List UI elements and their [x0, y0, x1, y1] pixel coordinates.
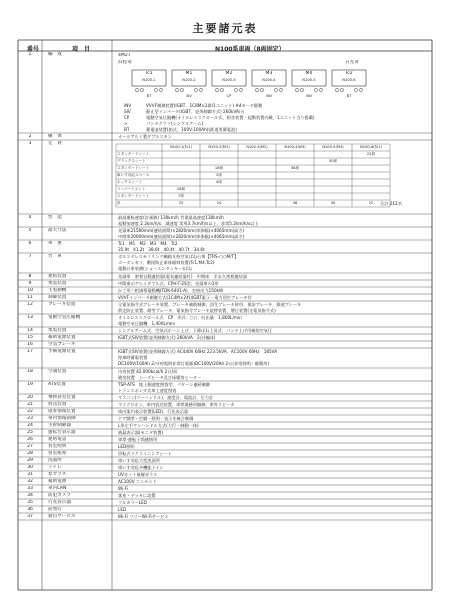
row-item: 運転台表示器 — [48, 430, 76, 435]
row-value: LED照明 — [118, 444, 135, 449]
legend-desc: 電動空気圧縮機(オイルレススクロール式、防音装置・起動装置内蔵、1ユニット当り搭載) — [146, 115, 315, 120]
car-number: N100-3 — [222, 78, 236, 82]
row-number: 19 — [27, 382, 33, 387]
row-value: 回転式リクライニングシート — [118, 451, 172, 456]
row-value: 車いす対応多機能トイレ — [118, 465, 164, 470]
row-number: 1 — [28, 52, 32, 57]
legend-code: CP — [124, 115, 130, 120]
capacity-cell: 2席 — [216, 173, 222, 177]
legend-code: INV — [124, 103, 132, 108]
wheel-icon — [234, 88, 237, 91]
row-number: 26 — [27, 437, 33, 442]
formation-dir-left: 浜松寄 — [118, 60, 132, 65]
car-equipment: INV — [305, 94, 313, 98]
capacity-cell: スタンダードシート — [117, 166, 150, 170]
capacity-header-cell: N100-1(Tc1) — [170, 145, 192, 149]
wheel-icon — [340, 88, 343, 91]
row-number: 22 — [27, 409, 33, 414]
row-number: 14 — [27, 328, 33, 333]
header-spec: N100系車両（8両固定） — [215, 46, 285, 53]
wheel-icon — [335, 88, 338, 91]
car-equipment: BT — [146, 94, 152, 98]
car-equipment: CP — [226, 94, 232, 98]
wheel-icon — [159, 88, 162, 91]
row-value: L形左手ワンハンドル方式(力行・制動一体) — [118, 423, 199, 428]
row-number: 17 — [27, 349, 33, 354]
wheel-icon — [300, 88, 303, 91]
wheel-icon — [354, 88, 357, 91]
row-value: 冷房装置 42,000kcal/h 2台/両 — [118, 369, 178, 374]
car-name: M4 — [305, 71, 313, 76]
row-item: 連絡電話 — [48, 437, 67, 442]
row-number: 11 — [27, 295, 33, 300]
row-item: 放送装置 — [48, 402, 67, 407]
row-number: 10 — [27, 288, 33, 293]
car-number: N100-2 — [182, 78, 196, 82]
row-item: 補助電源装置 — [48, 335, 76, 340]
capacity-cell: スタンダードシート — [117, 194, 150, 198]
car-name: M1 — [185, 71, 193, 76]
row-value: 車内案内表示装置(LED)、行先表示器 — [118, 409, 189, 414]
row-item: 防犯カメラ — [48, 493, 71, 498]
row-number: 7 — [28, 254, 32, 259]
row-value: ボルスタレスモノリンク軸箱支持空気ばね台車【TRS-○○M/T】 — [118, 254, 239, 259]
row-value: IGBT式SIV装置(並列制御方式) 260kVA 2台(編成) — [118, 335, 216, 340]
row-value: 滑走防止装置、耐雪ブレーキ、電気指令ブレーキ読替装置、増圧装置(全電気指令式) — [118, 308, 276, 313]
header-no: 番号 — [27, 46, 40, 53]
row-item: 予備電源装置 — [48, 349, 76, 354]
capacity-header-cell: N100-4(M3) — [284, 145, 306, 149]
row-value: 35.9t 41.2t 38.6t 40.4t 40.7t 34.6t — [118, 247, 205, 252]
row-value: フルカラーLED — [118, 500, 147, 505]
row-value: ドア開閉・空調・照明・表示を統合制御 — [118, 416, 194, 421]
row-item: 性 能 — [48, 215, 62, 220]
legend-code: SIV — [124, 109, 131, 114]
row-value: オールアルミ製ダブルスキン — [118, 134, 172, 139]
wheel-icon — [260, 88, 263, 91]
capacity-cell: 38 — [292, 201, 298, 205]
row-item: 窓ガラス — [48, 472, 67, 477]
row-value: LED — [118, 507, 127, 512]
row-number: 24 — [27, 423, 33, 428]
wheel-icon — [295, 88, 298, 91]
car-equipment: BT — [346, 94, 352, 98]
row-item: 通信サービス — [48, 514, 76, 519]
document-title: 主要諸元表 — [192, 22, 258, 35]
wheel-icon — [215, 88, 218, 91]
row-item: 集電装置 — [48, 281, 67, 286]
wheel-icon — [359, 88, 362, 91]
wheel-icon — [194, 88, 197, 91]
row-number: 34 — [27, 493, 33, 498]
row-value: DC100V/100Ah 2台(停電時非常灯電源)DC100V/20Ah 2台(非常照明・駆動用) — [118, 361, 270, 366]
row-value: 客室・デッキに設置 — [118, 493, 156, 498]
capacity-cell: 7席 — [178, 194, 184, 198]
row-item: ATS装置 — [48, 382, 66, 387]
row-number: 9 — [28, 281, 32, 286]
row-number: 20 — [27, 395, 33, 400]
car-equipment: SIV — [186, 94, 192, 98]
row-item: 連結装置 — [48, 274, 67, 279]
row-number: 15 — [27, 335, 33, 340]
row-item: 乗務員室装置 — [48, 395, 76, 400]
capacity-cell: 18席 — [176, 187, 186, 191]
row-number: 25 — [27, 430, 33, 435]
capacity-header-cell: N100-6(Tc2) — [360, 145, 382, 149]
car-equipment: INV — [265, 94, 273, 98]
row-value: 最高運転速度(計画値) 130km/h 営業最高速度130km/h — [118, 215, 224, 220]
row-item: 電動空気圧縮機 — [48, 315, 81, 320]
row-value: 先頭車 密着自動連結器(電気連結器付) 中間車 半永久密着連結器 — [118, 274, 247, 279]
wheel-icon — [255, 88, 258, 91]
formation-dir-right: 日光寄 — [345, 60, 359, 65]
row-value: 車いす対応大型洗面所 — [118, 458, 160, 463]
row-number: 33 — [27, 486, 33, 491]
row-item: 旅客情報装置 — [48, 409, 76, 414]
wheel-icon — [274, 88, 277, 91]
row-number: 35 — [27, 500, 33, 505]
wheel-icon — [319, 88, 322, 91]
row-value: 全電気指令式ブレーキ装置、ブレーキ補助制御、回生ブレーキ併用、保安ブレーキ、抑速ブレーキ — [118, 302, 302, 307]
capacity-cell: 25 — [178, 201, 184, 205]
row-number: 6 — [28, 241, 32, 246]
row-number: 18 — [27, 369, 33, 374]
capacity-cell: 22 — [368, 201, 374, 205]
row-item: 洗面所 — [48, 458, 62, 463]
capacity-cell: 18席 — [214, 166, 224, 170]
row-value: 起動加速度 2.2km/h/s、減速度 常用3.7km/h/s以上、非常5.2km/h/s以上 — [118, 221, 259, 226]
row-value: Tc1 M1 M2 M3 M4 Tc2 — [118, 241, 178, 246]
wheel-icon — [135, 88, 138, 91]
row-value: Wi-Fi — [118, 486, 128, 491]
legend-desc: 静止型インバータ(IGBT、並列制御方式) 260kVA/台 — [146, 109, 245, 114]
row-number: 12 — [27, 302, 33, 307]
capacity-cell: 計 — [117, 201, 121, 205]
row-item: 最大寸法 — [48, 228, 67, 233]
row-item: 客室座席 — [48, 451, 67, 456]
car-name: M2 — [225, 71, 233, 76]
capacity-header-cell: N100-3(M2) — [246, 145, 268, 149]
row-value: シングルアーム式、空気式ホーン上げ、下降ばね上昇式、パンタ上げ用補助空気圧 — [118, 328, 273, 333]
row-number: 29 — [27, 458, 33, 463]
car-name: Tc1 — [145, 71, 153, 76]
row-item: 空気ブレーキ — [48, 342, 76, 347]
row-number: 2 — [28, 134, 32, 139]
wheel-icon — [220, 88, 223, 91]
row-number: 16 — [27, 342, 33, 347]
row-number: 27 — [27, 444, 33, 449]
row-item: 車内LAN — [48, 486, 67, 491]
row-item: 集電装置 — [48, 328, 67, 333]
row-value: マイクロホン、車内放送装置、車掌業務用無線、車外スピーカ — [118, 402, 235, 407]
row-value: 車掌-運転士間連絡用 — [118, 437, 158, 442]
row-number: 23 — [27, 416, 33, 421]
legend-desc: 蓄電池装置(鉛式、100V-100Ah)(鉄道用蓄電池) — [146, 127, 237, 132]
wheel-icon — [154, 88, 157, 91]
capacity-cell: 22席 — [366, 152, 376, 156]
row-value: 液晶表示器(モニタ装置) — [118, 430, 164, 435]
car-number: N100-4 — [262, 78, 276, 82]
capacity-cell: 24 — [216, 201, 222, 205]
row-item: 編 成 — [48, 52, 62, 57]
row-item: 構 体 — [48, 134, 62, 139]
car-number: N100-6 — [342, 78, 356, 82]
row-item: ブレーキ装置 — [48, 302, 76, 307]
row-item: 空調装置 — [48, 369, 67, 374]
formation-total: 4M2T — [118, 53, 131, 58]
row-number: 3 — [28, 141, 32, 146]
row-value: 中間車20000mm(連結面間)×2820mm(車体幅)×4065mm(高さ) — [118, 234, 245, 239]
row-value: UVカット複層ガラス — [118, 472, 158, 477]
wheel-icon — [279, 88, 282, 91]
car-number: N100-1 — [142, 78, 156, 82]
row-value: マスコン(ツーハンドル)、速度計、電流計、圧力計 — [118, 395, 214, 400]
row-number: 37 — [27, 514, 33, 519]
legend-desc: パンタグラフ(シングルアーム) — [146, 121, 204, 126]
row-value: 暖房装置 シーズヒータ及び床暖房ヒーター — [118, 375, 202, 380]
row-number: 31 — [27, 472, 33, 477]
row-value: IGBT式SIV装置(並列制御方式) AC440V 60Hz 223.5kVA、AC100V 60Hz 185VA — [118, 349, 278, 354]
row-value: VVVFインバータ制御方式(1C4M×2群)IGBT素子・電力回生ブレーキ付 — [118, 295, 252, 300]
row-number: 28 — [27, 451, 33, 456]
row-number: 36 — [27, 507, 33, 512]
capacity-cell: スタンダードシート — [117, 152, 150, 156]
capacity-cell: 4席 — [216, 180, 222, 184]
wheel-icon — [140, 88, 143, 91]
car-name: M3 — [265, 71, 273, 76]
row-number: 4 — [28, 215, 32, 220]
capacity-cell: ボックスシート — [117, 180, 143, 184]
wheel-icon — [180, 88, 183, 91]
capacity-header-cell: N100-5(M4) — [322, 145, 344, 149]
row-value: 電動空気圧縮機 1,400L/min — [118, 321, 176, 326]
row-item: 行先表示器 — [48, 500, 71, 505]
legend-desc: VVVF制御装置(IGBT、1C8M×2群/1ユニット) ※4モータ駆動 — [146, 103, 263, 108]
wheel-icon — [199, 88, 202, 91]
wheel-icon — [314, 88, 317, 91]
capacity-cell: 30 — [330, 201, 336, 205]
row-number: 5 — [28, 228, 32, 233]
row-item: 主幹制御器 — [48, 423, 71, 428]
row-value: オイルレススクロール式 CP 形式：○○、吐出量：1,800L/min — [118, 315, 242, 320]
capacity-header-cell: N100-2(M1) — [208, 145, 230, 149]
row-value: 停車時蓄電装置 — [118, 355, 148, 360]
row-number: 8 — [28, 274, 32, 279]
row-item: 車 重 — [48, 241, 62, 246]
row-item: トイレ — [48, 465, 62, 470]
row-value: ゴーダンガイ、動揺防止車体傾斜装置(Tc1,M4,Tc2) — [118, 260, 215, 265]
row-value: TSP-ATS 地上側速度照査型、パターン連続制御 — [118, 382, 211, 387]
row-number: 13 — [27, 315, 33, 320]
row-number: 32 — [27, 479, 33, 484]
row-item: 車内情報制御 — [48, 416, 76, 421]
row-value: トランスポンダ式車上速度照査 — [118, 388, 177, 393]
row-value: 電動台車装備(ショーエンタッキー)ばね — [118, 266, 193, 271]
capacity-cell: コンパートメント — [117, 187, 146, 191]
wheel-icon — [239, 88, 242, 91]
row-item: 客室照明 — [48, 444, 67, 449]
legend-code: BT — [124, 127, 130, 132]
car-name: Tc2 — [345, 71, 353, 76]
row-item: 定 員 — [48, 141, 62, 146]
row-number: 30 — [27, 465, 33, 470]
capacity-cell: 30席 — [328, 159, 338, 163]
row-item: 台 車 — [48, 254, 62, 259]
row-value: 中間車のアルミダブル式、CPH-T-2S型、先頭車の1形 — [118, 281, 219, 286]
row-item: 補助電源 — [48, 479, 67, 484]
legend-code: > — [124, 121, 128, 126]
capacity-cell: 車いす対応スペース — [117, 173, 150, 177]
row-number: 21 — [27, 402, 33, 407]
row-item: 前照灯 — [48, 507, 62, 512]
row-value: 先頭車21580mm(連結面間)×2820mm(車体幅)×4065mm(高さ) — [118, 228, 245, 233]
row-value: Wi-Fi フリーWi-Fiサービス — [118, 514, 169, 519]
capacity-total: 合計 212名 — [380, 201, 402, 206]
row-value: かご形三相誘導電動機(TDK-6401-A)、定格出力150kW — [118, 288, 224, 293]
capacity-cell: デラックスシート — [117, 159, 146, 163]
row-item: 制御装置 — [48, 295, 67, 300]
car-number: N100-5 — [302, 78, 316, 82]
header-item: 項 目 — [72, 46, 91, 53]
wheel-icon — [175, 88, 178, 91]
capacity-cell: 38席 — [290, 166, 300, 170]
row-item: 主電動機 — [48, 288, 67, 293]
row-value: AC100V コンセント — [118, 479, 157, 484]
